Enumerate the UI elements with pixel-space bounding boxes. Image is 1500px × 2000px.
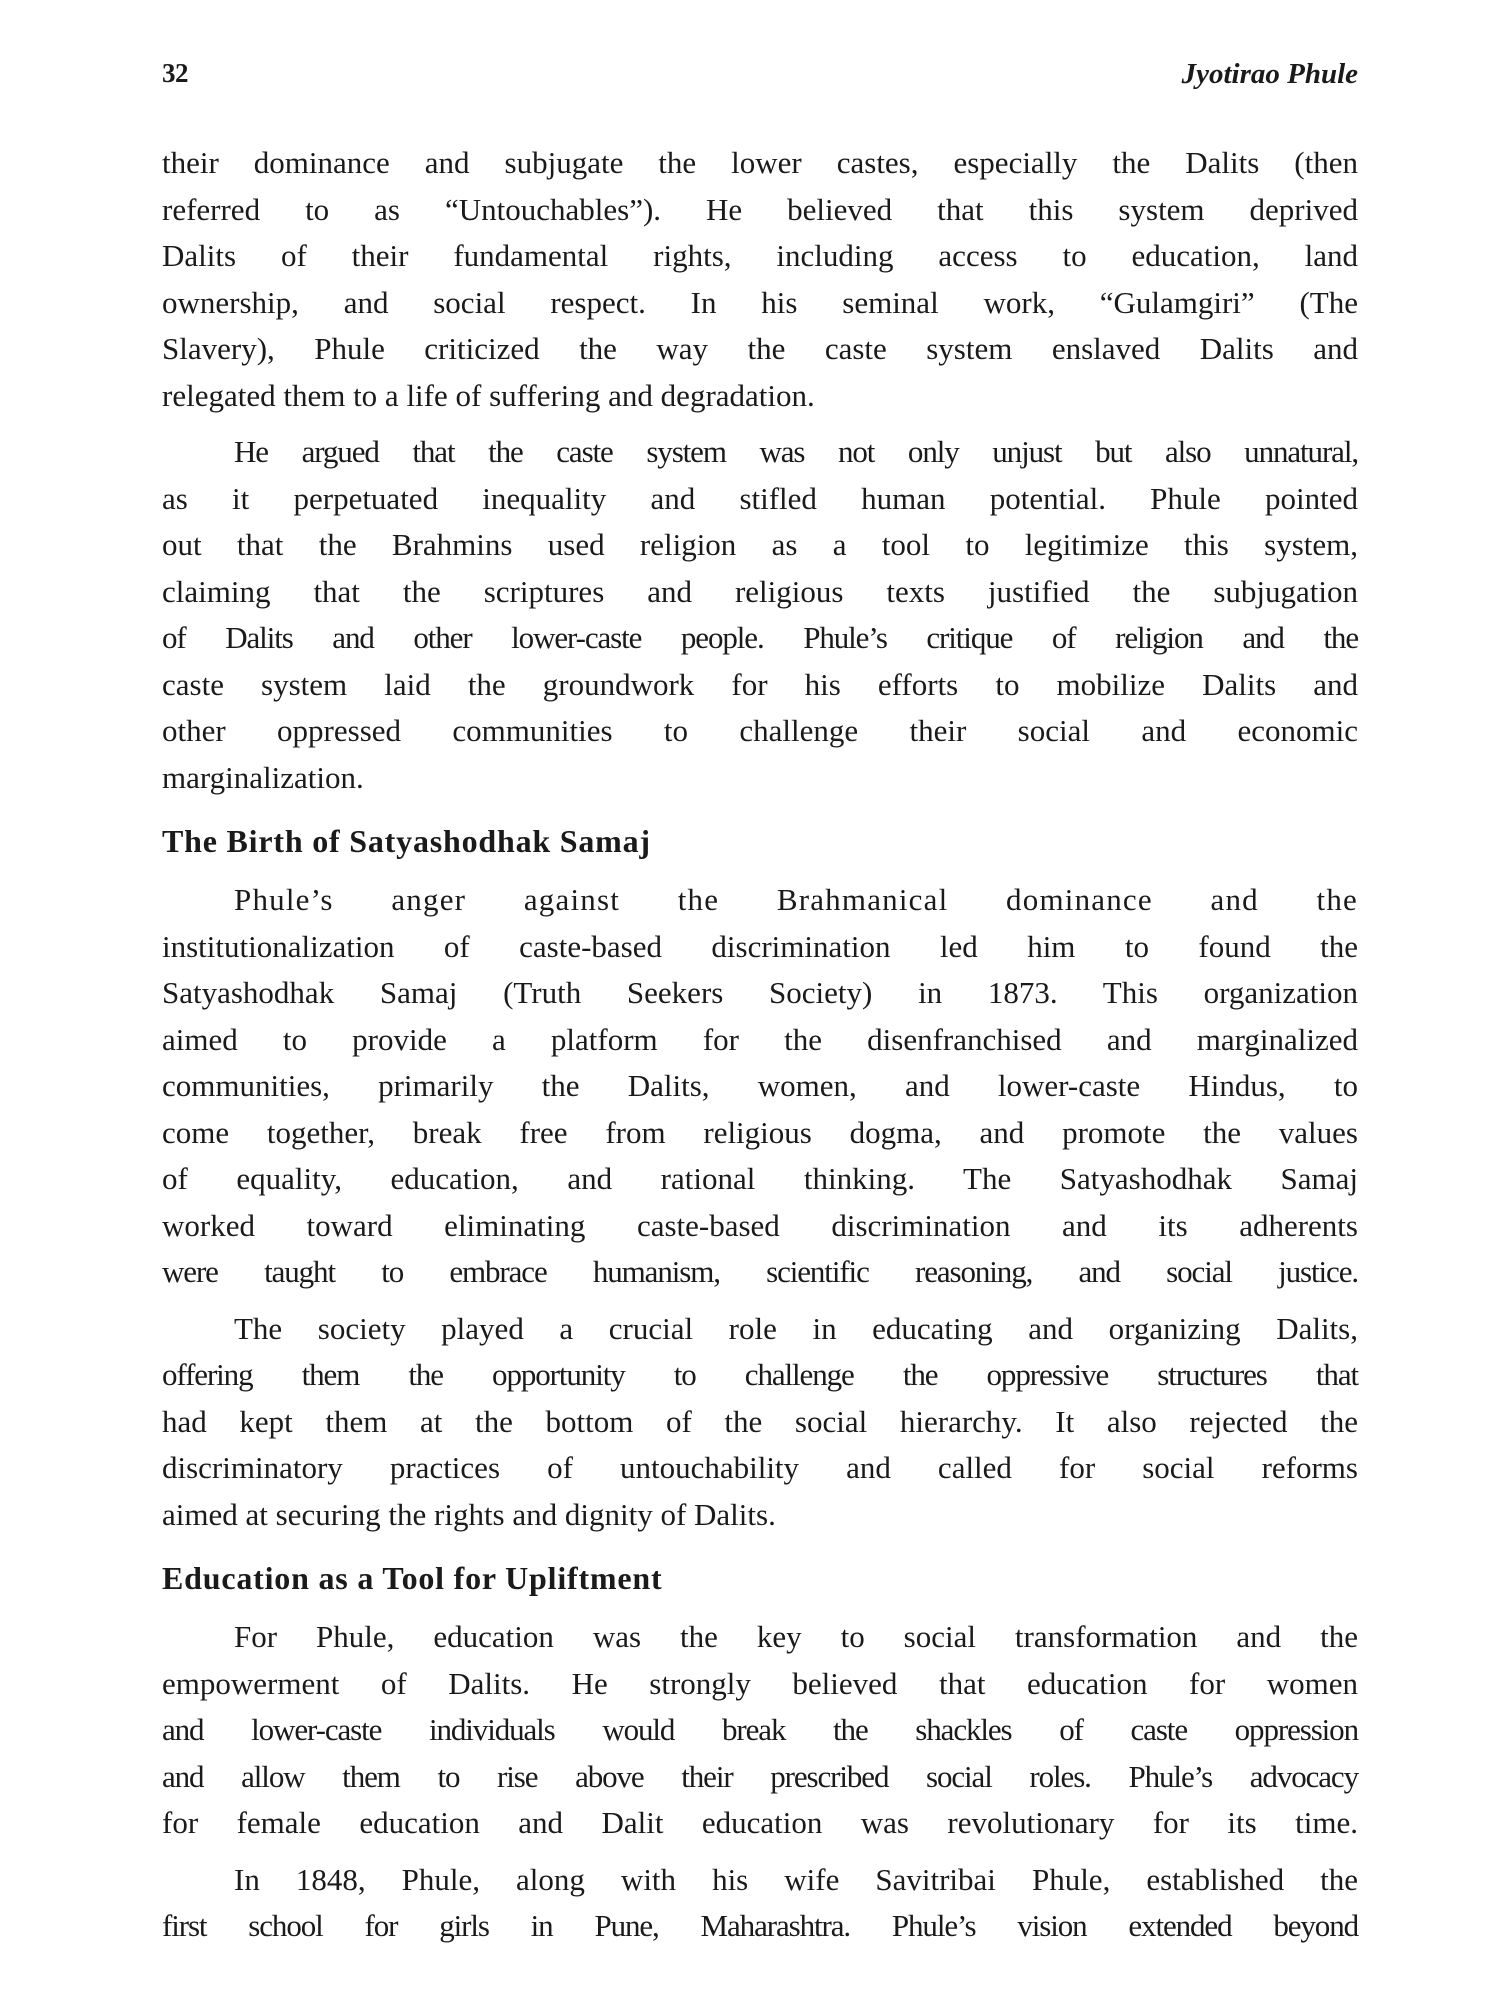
paragraph	[162, 1857, 1358, 1950]
paragraph	[162, 429, 1358, 801]
text-line: Satyashodhak Samaj (Truth Seekers Society) in 1873. This organization	[162, 975, 1358, 1010]
paragraph	[162, 1614, 1358, 1847]
text-line: as it perpetuated inequality and stifled human potential. Phule pointed	[162, 480, 1358, 516]
paragraph	[162, 877, 1358, 1296]
text-line: offering them the opportunity to challenge the oppressive structures that	[162, 1357, 1358, 1392]
text-line: worked toward eliminating caste-based discrimination and its adherents	[162, 1207, 1358, 1243]
text-line: of Dalits and other lower-caste people. Phule’s critique of religion and the	[162, 620, 1358, 655]
section-heading: The Birth of Satyashodhak Samaj	[162, 823, 651, 859]
text-line: communities, primarily the Dalits, women, and lower-caste Hindus, to	[162, 1068, 1358, 1103]
text-line: relegated them to a life of suffering and degradation.	[162, 377, 815, 413]
paragraph	[162, 1306, 1358, 1539]
text-line: for female education and Dalit education was revolutionary for its time.	[162, 1805, 1358, 1840]
text-line: other oppressed communities to challenge their social and economic	[162, 713, 1358, 748]
body-text	[162, 140, 1358, 1950]
text-line: claiming that the scriptures and religious texts justified the subjugation	[162, 573, 1358, 609]
text-line: their dominance and subjugate the lower castes, especially the Dalits (then	[162, 145, 1358, 180]
text-line: He argued that the caste system was not only unjust but also unnatural,	[234, 434, 1358, 469]
text-line: come together, break free from religious dogma, and promote the values	[162, 1114, 1358, 1150]
text-line: out that the Brahmins used religion as a tool to legitimize this system,	[162, 527, 1358, 562]
text-line: had kept them at the bottom of the social hierarchy. It also rejected the	[162, 1403, 1358, 1439]
text-line: of equality, education, and rational thinking. The Satyashodhak Samaj	[162, 1161, 1358, 1196]
page-number: 32	[162, 58, 188, 88]
text-line: were taught to embrace humanism, scientific reasoning, and social justice.	[162, 1254, 1358, 1289]
text-line: discriminatory practices of untouchability and called for social reforms	[162, 1450, 1358, 1485]
text-line: The society played a crucial role in educating and organizing Dalits,	[234, 1310, 1358, 1346]
text-line: institutionalization of caste-based discrimination led him to found the	[162, 928, 1358, 964]
text-line: Phule’s anger against the Brahmanical dominance and the	[234, 882, 1358, 917]
paragraph	[162, 140, 1358, 419]
running-head	[162, 58, 1358, 98]
text-line: and allow them to rise above their prescribed social roles. Phule’s advocacy	[162, 1758, 1358, 1794]
text-line: For Phule, education was the key to social transformation and the	[234, 1619, 1358, 1654]
text-line: aimed to provide a platform for the disenfranchised and marginalized	[162, 1021, 1358, 1057]
text-line: and lower-caste individuals would break the shackles of caste oppression	[162, 1712, 1358, 1747]
text-line: referred to as “Untouchables”). He believed that this system deprived	[162, 191, 1358, 227]
text-line: Slavery), Phule criticized the way the caste system enslaved Dalits and	[162, 331, 1358, 366]
running-title: Jyotirao Phule	[1181, 58, 1358, 90]
text-line: empowerment of Dalits. He strongly believed that education for women	[162, 1665, 1358, 1701]
text-line: aimed at securing the rights and dignity of Dalits.	[162, 1496, 776, 1532]
text-line: first school for girls in Pune, Maharashtra. Phule’s vision extended beyond	[162, 1908, 1358, 1943]
text-line: marginalization.	[162, 759, 364, 795]
text-line: ownership, and social respect. In his seminal work, “Gulamgiri” (The	[162, 284, 1358, 320]
section-heading: Education as a Tool for Upliftment	[162, 1560, 663, 1596]
text-line: In 1848, Phule, along with his wife Savitribai Phule, established the	[234, 1861, 1358, 1897]
text-line: Dalits of their fundamental rights, including access to education, land	[162, 238, 1358, 273]
text-line: caste system laid the groundwork for his efforts to mobilize Dalits and	[162, 666, 1358, 702]
